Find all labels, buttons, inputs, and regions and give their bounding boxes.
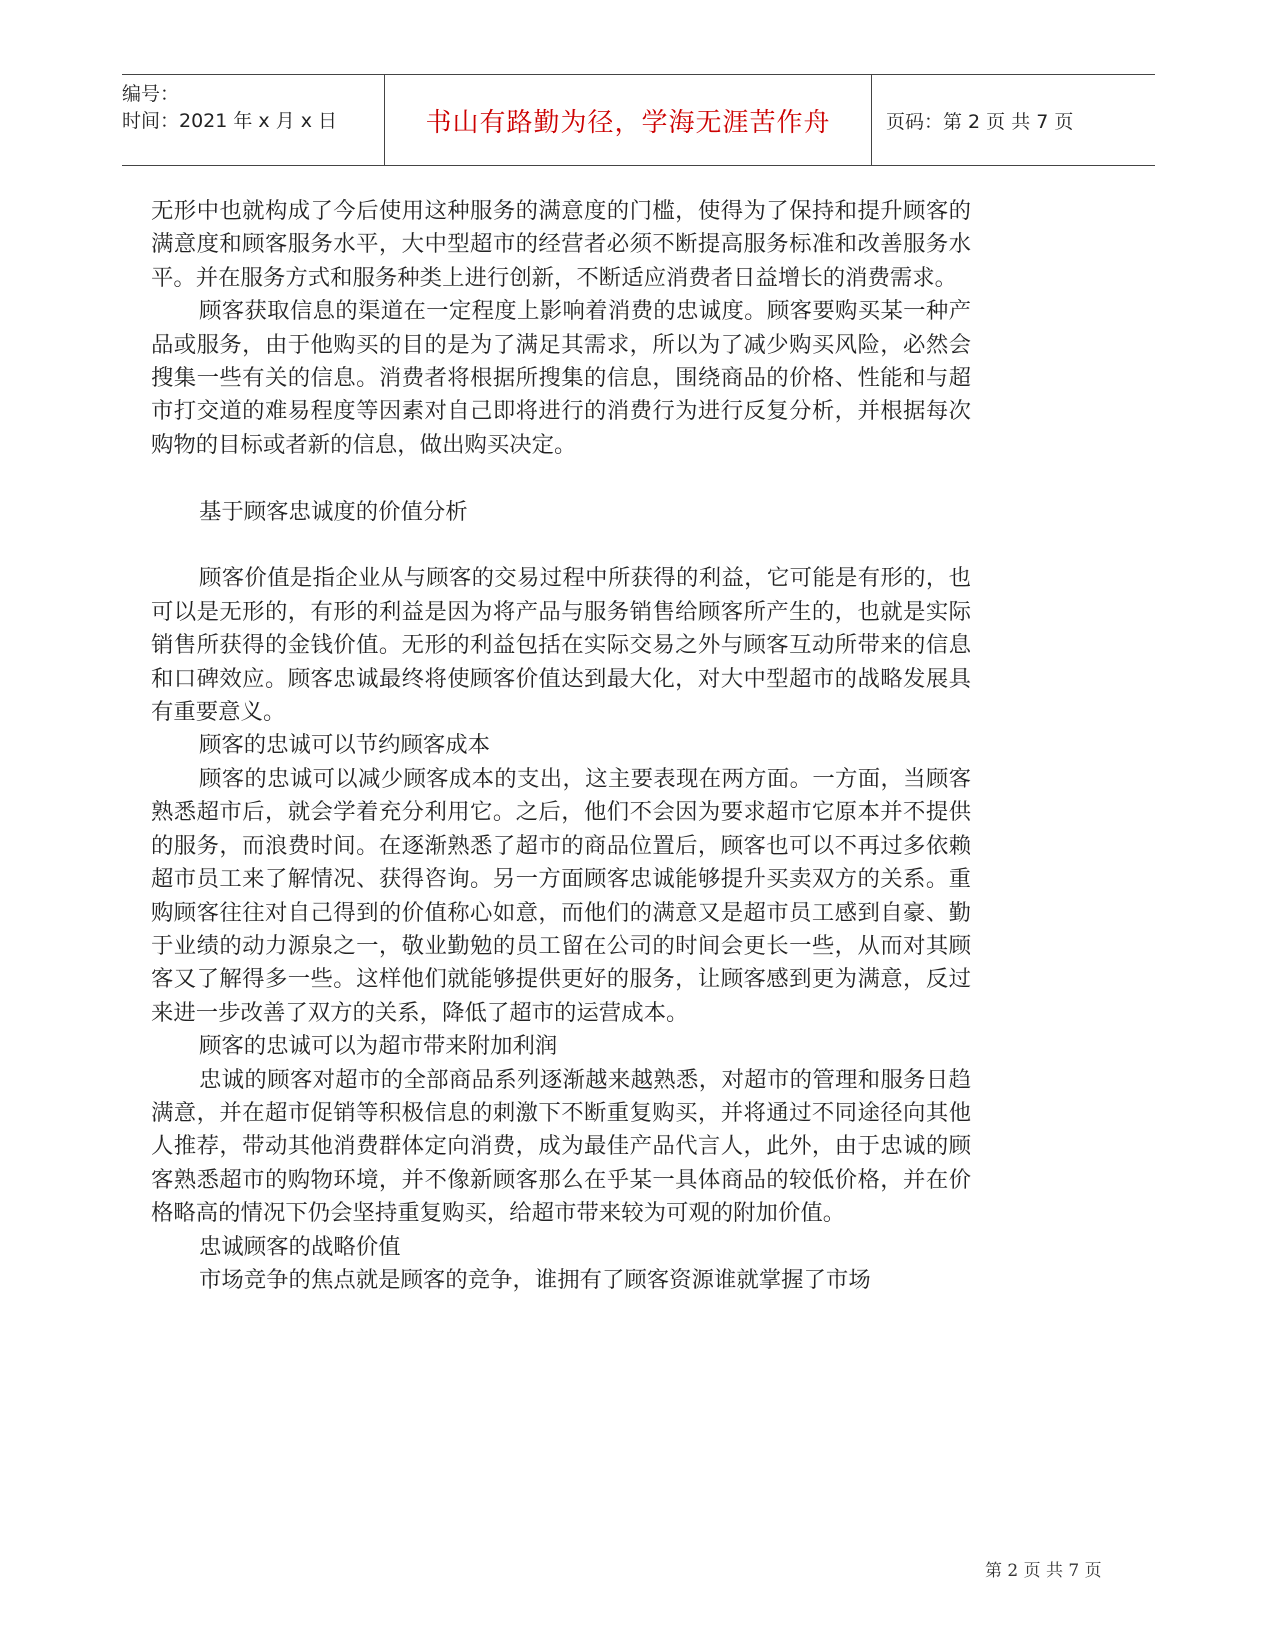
- document-date-label: 时间：2021 年 x 月 x 日: [122, 110, 338, 132]
- subsection-heading: 忠诚顾客的战略价值: [199, 1233, 401, 1260]
- header-motto-cell: [385, 75, 872, 165]
- paragraph: 忠诚的顾客对超市的全部商品系列逐渐越来越熟悉，对超市的管理和服务日趋满意，并在超市促销等积极信息的刺激下不断重复购买，并将通过不同途径向其他人推荐，带动其他消费群体定向消费，成为最佳产品代言人，此外，由于忠诚的顾客熟悉超市的购物环境，并不像新顾客那么在乎某一具体商品的较低价格，并在价格略高的情况下仍会坚持重复购买，给超市带来较为可观的附加价值。: [151, 1066, 971, 1227]
- paragraph: 顾客价值是指企业从与顾客的交易过程中所获得的利益，它可能是有形的，也可以是无形的，有形的利益是因为将产品与服务销售给顾客所产生的，也就是实际销售所获得的金钱价值。无形的利益包括在实际交易之外与顾客互动所带来的信息和口碑效应。顾客忠诚最终将使顾客价值达到最大化，对大中型超市的战略发展具有重要意义。: [151, 565, 971, 726]
- header-motto: 书山有路勤为径，学海无涯苦作舟: [425, 107, 831, 138]
- subsection-heading: 顾客的忠诚可以为超市带来附加利润: [199, 1033, 558, 1060]
- blank-line: [151, 462, 971, 495]
- paragraph: 顾客的忠诚可以减少顾客成本的支出，这主要表现在两方面。一方面，当顾客熟悉超市后，就会学着充分利用它。之后，他们不会因为要求超市它原本并不提供的服务，而浪费时间。在逐渐熟悉了超市的商品位置后，顾客也可以不再过多依赖超市员工来了解情况、获得咨询。另一方面顾客忠诚能够提升买卖双方的关系。重购顾客往往对自己得到的价值称心如意，而他们的满意又是超市员工感到自豪、勤于业绩的动力源泉之一，敬业勤勉的员工留在公司的时间会更长一些，从而对其顾客又了解得多一些。这样他们就能够提供更好的服务，让顾客感到更为满意，反过来进一步改善了双方的关系，降低了超市的运营成本。: [151, 765, 971, 1026]
- header-page-label: 页码：第 2 页 共 7 页: [886, 110, 1074, 133]
- subsection-heading: 顾客的忠诚可以节约顾客成本: [199, 732, 491, 759]
- paragraph: 顾客获取信息的渠道在一定程度上影响着消费的忠诚度。顾客要购买某一种产品或服务，由于他购买的目的是为了满足其需求，所以为了减少购买风险，必然会搜集一些有关的信息。消费者将根据所搜集的信息，围绕商品的价格、性能和与超市打交道的难易程度等因素对自己即将进行的消费行为进行反复分析，并根据每次购物的目标或者新的信息，做出购买决定。: [151, 298, 971, 458]
- document-body: [151, 195, 971, 1297]
- header-meta-cell: [122, 75, 385, 165]
- paragraph: 无形中也就构成了今后使用这种服务的满意度的门槛，使得为了保持和提升顾客的满意度和顾客服务水平，大中型超市的经营者必须不断提高服务标准和改善服务水平。并在服务方式和服务种类上进行创新，不断适应消费者日益增长的消费需求。: [151, 198, 971, 291]
- paragraph: 市场竞争的焦点就是顾客的竞争，谁拥有了顾客资源谁就掌握了市场: [199, 1266, 871, 1293]
- blank-line: [151, 529, 971, 562]
- section-heading: 基于顾客忠诚度的价值分析: [199, 498, 468, 525]
- page-footer: 第 2 页 共 7 页: [985, 1561, 1102, 1581]
- page-header: [122, 74, 1155, 166]
- header-page-cell: [872, 75, 1155, 165]
- document-number-label: 编号：: [122, 83, 180, 105]
